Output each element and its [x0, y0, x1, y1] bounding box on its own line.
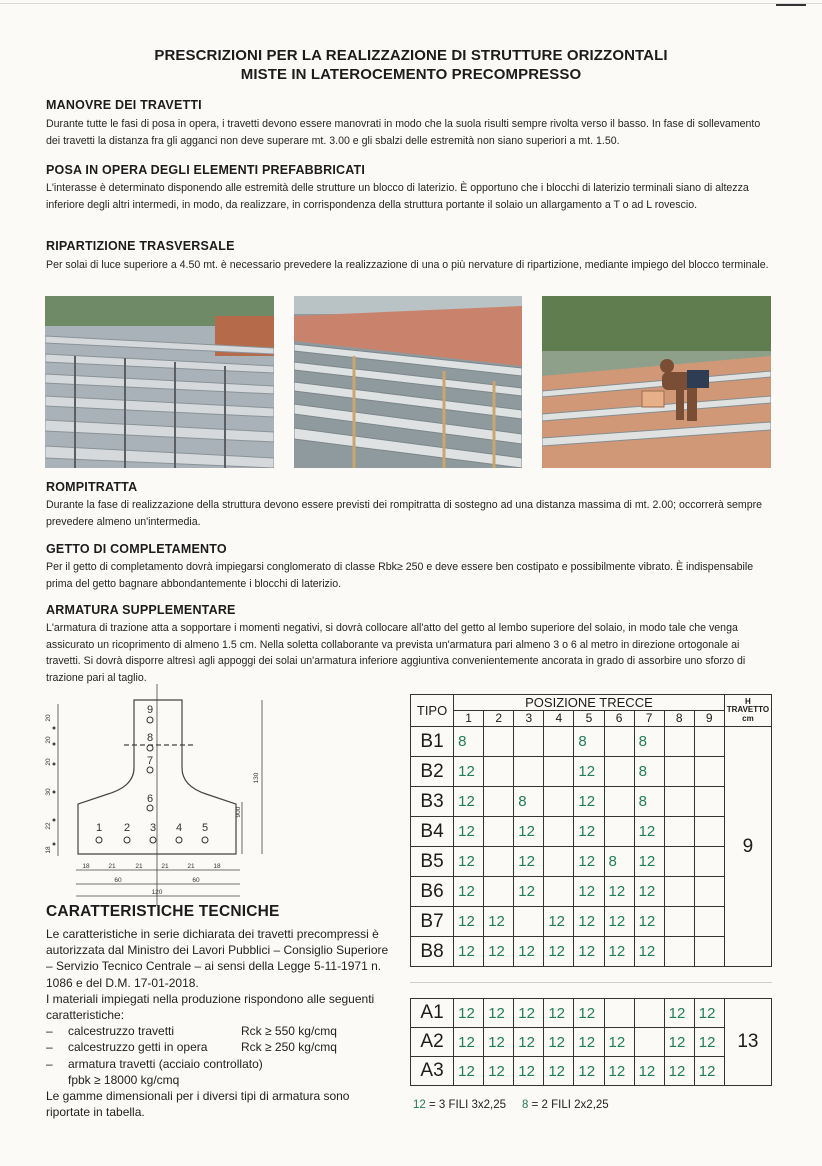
pos-label-9: 9 — [146, 704, 154, 716]
strand-cell: 12 — [634, 877, 664, 907]
type-code: A1 — [411, 999, 454, 1028]
material-label: armatura travetti (acciaio controllato) — [68, 1056, 263, 1071]
table-header-h — [724, 695, 771, 727]
pos-label-4: 4 — [175, 822, 183, 834]
beam-section-diagram — [44, 684, 280, 906]
section-text-getto: Per il getto di completamento dovrà impiegarsi conglomerato di classe Rbk≥ 250 e deve essere ben costipato e possibilmente vibrato. È indispensabile prima del getto bagnare abbondantemente i blocchi di laterizio. — [46, 561, 754, 590]
strand-cell: 12 — [664, 1057, 694, 1086]
type-code: A3 — [411, 1057, 454, 1086]
strand-cell: 12 — [514, 1057, 544, 1086]
section-title-ripartizione: RIPARTIZIONE TRASVERSALE — [46, 239, 235, 253]
strand-cell: 8 — [454, 727, 484, 757]
legend-text-12: = 3 FILI 3x2,25 — [429, 1099, 507, 1111]
table-row — [411, 907, 772, 937]
strand-cell: 8 — [574, 727, 604, 757]
position-header: 7 — [634, 711, 664, 727]
strand-cell — [484, 877, 514, 907]
strand-cell: 12 — [544, 907, 574, 937]
pos-label-1: 1 — [95, 822, 103, 834]
strand-cell — [634, 999, 664, 1028]
bottom-dim-5: 21 — [187, 863, 195, 870]
table-row — [411, 847, 772, 877]
strand-cell — [604, 727, 634, 757]
strand-cell: 12 — [544, 999, 574, 1028]
table-row — [411, 817, 772, 847]
pos-label-8: 8 — [146, 732, 154, 744]
carat-material-2 — [46, 1039, 396, 1055]
table-row — [411, 1057, 772, 1086]
material-label: calcestruzzo getti in opera — [68, 1040, 208, 1055]
strand-cell: 12 — [634, 907, 664, 937]
strand-cell: 12 — [454, 1057, 484, 1086]
inner-dim: 900 — [235, 806, 242, 818]
legend-code-12: 12 — [413, 1099, 426, 1111]
type-code: B2 — [411, 757, 454, 787]
strand-cell — [544, 757, 574, 787]
strand-cell: 8 — [634, 787, 664, 817]
strand-cell: 12 — [604, 907, 634, 937]
legend-text-8: = 2 FILI 2x2,25 — [531, 1099, 609, 1111]
carat-title: CARATTERISTICHE TECNICHE — [46, 903, 280, 920]
page-title — [40, 46, 782, 84]
bottom-dim-2: 21 — [108, 863, 116, 870]
strand-cell: 12 — [484, 907, 514, 937]
strand-cell: 12 — [574, 1028, 604, 1057]
height-value: 13 — [724, 999, 771, 1086]
left-dim-3: 30 — [45, 788, 52, 796]
top-rule — [0, 3, 822, 4]
dash: – — [46, 1040, 53, 1055]
table-separator — [410, 982, 772, 983]
strand-cell — [664, 937, 694, 967]
carat-materials-intro: I materiali impiegati nella produzione rispondono alle seguenti caratteristiche: — [46, 991, 375, 1023]
strand-cell — [664, 817, 694, 847]
table-row — [411, 757, 772, 787]
section-title-getto: GETTO DI COMPLETAMENTO — [46, 542, 227, 556]
pos-label-2: 2 — [123, 822, 131, 834]
page-title-line2: MISTE IN LATEROCEMENTO PRECOMPRESSO — [240, 66, 582, 83]
type-code: A2 — [411, 1028, 454, 1057]
strand-cell: 12 — [634, 937, 664, 967]
strand-cell: 12 — [694, 1057, 724, 1086]
strand-cell: 12 — [484, 937, 514, 967]
table-a-types — [410, 998, 772, 1086]
carat-material-3 — [46, 1056, 396, 1072]
legend — [413, 1099, 609, 1111]
section-title-armatura: ARMATURA SUPPLEMENTARE — [46, 603, 236, 617]
section-text-posa: L'interasse è determinato disponendo alle estremità delle strutture un blocco di laterizio. È opportuno che i blocchi di laterizio terminali siano di altezza inferiore degli altri intermedi, in modo, da realizzare, in corrispondenza della struttura portante il solaio un allargamento a T o ad L rovescio. — [46, 182, 749, 211]
strand-cell — [484, 817, 514, 847]
photo-bricks-beams — [294, 296, 522, 468]
left-dim-6: 20 — [45, 714, 52, 722]
strand-cell — [694, 937, 724, 967]
table-b-types — [410, 694, 772, 967]
strand-cell — [604, 999, 634, 1028]
travetto-label: TRAVETTO — [726, 705, 770, 715]
position-header: 6 — [604, 711, 634, 727]
strand-cell: 12 — [664, 1028, 694, 1057]
strand-cell — [604, 817, 634, 847]
strand-cell: 12 — [514, 847, 544, 877]
strand-cell: 12 — [574, 999, 604, 1028]
type-code: B7 — [411, 907, 454, 937]
material-label: calcestruzzo travetti — [68, 1024, 175, 1039]
strand-cell: 12 — [454, 907, 484, 937]
sub-dim-right: 60 — [192, 877, 200, 884]
material-value: Rck ≥ 250 kg/cmq — [241, 1040, 337, 1055]
strand-cell: 12 — [484, 999, 514, 1028]
strand-cell — [604, 757, 634, 787]
strand-cell: 12 — [514, 937, 544, 967]
strand-cell — [694, 757, 724, 787]
strand-cell: 12 — [454, 787, 484, 817]
strand-cell: 12 — [484, 1057, 514, 1086]
strand-cell: 12 — [514, 1028, 544, 1057]
pos-label-6: 6 — [146, 793, 154, 805]
strand-cell: 12 — [634, 817, 664, 847]
strand-cell — [664, 847, 694, 877]
table-row — [411, 999, 772, 1028]
dash: – — [46, 1056, 53, 1071]
strand-cell: 12 — [514, 817, 544, 847]
strand-cell: 8 — [634, 757, 664, 787]
position-header: 1 — [454, 711, 484, 727]
strand-cell — [544, 847, 574, 877]
strand-cell: 12 — [454, 847, 484, 877]
strand-cell — [664, 757, 694, 787]
table-row — [411, 1028, 772, 1057]
left-dim-2: 22 — [45, 822, 52, 830]
strand-cell — [694, 817, 724, 847]
strand-cell: 12 — [574, 787, 604, 817]
legend-code-8: 8 — [522, 1099, 529, 1111]
pos-label-7: 7 — [146, 755, 154, 767]
strand-cell — [544, 727, 574, 757]
strand-cell — [694, 847, 724, 877]
strand-cell — [484, 787, 514, 817]
strand-cell: 12 — [574, 937, 604, 967]
strand-cell: 12 — [574, 1057, 604, 1086]
strand-cell — [664, 727, 694, 757]
height-dim: 130 — [253, 772, 260, 784]
section-text-manovre: Durante tutte le fasi di posa in opera, i travetti devono essere manovrati in modo che la suola risulti sempre rivolta verso il basso. In fase di sollevamento dei travetti la distanza fra gli agganci non deve superare mt. 3.00 e gli sbalzi delle estremità non siano superiori a mt. 1.50. — [46, 118, 761, 147]
position-header: 2 — [484, 711, 514, 727]
strand-cell: 12 — [574, 817, 604, 847]
strand-cell — [694, 907, 724, 937]
strand-cell: 12 — [574, 877, 604, 907]
strand-cell: 12 — [604, 937, 634, 967]
strand-cell — [694, 877, 724, 907]
strand-cell — [694, 727, 724, 757]
bottom-dim-4: 21 — [161, 863, 169, 870]
section-title-posa: POSA IN OPERA DEGLI ELEMENTI PREFABBRICATI — [46, 163, 366, 177]
strand-cell — [544, 877, 574, 907]
sub-dim-left: 60 — [114, 877, 122, 884]
strand-cell: 12 — [574, 847, 604, 877]
cm-label: cm — [742, 713, 754, 723]
material-value: Rck ≥ 550 kg/cmq — [241, 1024, 337, 1039]
carat-material-1 — [46, 1023, 396, 1039]
strand-cell — [604, 787, 634, 817]
strand-cell — [514, 727, 544, 757]
strand-cell: 12 — [634, 1057, 664, 1086]
strand-cell: 12 — [604, 1057, 634, 1086]
position-header: 4 — [544, 711, 574, 727]
type-code: B8 — [411, 937, 454, 967]
type-code: B1 — [411, 727, 454, 757]
strand-cell: 12 — [634, 847, 664, 877]
table-row — [411, 787, 772, 817]
strand-cell: 12 — [694, 1028, 724, 1057]
section-text-rompitratta: Durante la fase di realizzazione della struttura devono essere previsti dei rompitratta di sostegno ad una distanza massima di mt. 2.00; occorrerà sempre prevedere almeno un'intermedia. — [46, 499, 763, 528]
strand-cell: 12 — [454, 817, 484, 847]
dash: – — [46, 1024, 53, 1039]
strand-cell: 12 — [454, 877, 484, 907]
strand-cell: 12 — [604, 1028, 634, 1057]
bottom-dim-1: 18 — [82, 863, 90, 870]
strand-cell: 12 — [514, 877, 544, 907]
table-row — [411, 727, 772, 757]
strand-cell — [544, 787, 574, 817]
strand-cell: 12 — [544, 1028, 574, 1057]
height-value: 9 — [724, 727, 771, 967]
type-code: B4 — [411, 817, 454, 847]
table-header-tipo: TIPO — [411, 695, 454, 727]
total-width-dim: 120 — [151, 889, 163, 896]
strand-cell: 12 — [544, 1057, 574, 1086]
strand-cell — [634, 1028, 664, 1057]
table-row — [411, 877, 772, 907]
pos-label-5: 5 — [201, 822, 209, 834]
position-header: 9 — [694, 711, 724, 727]
strand-cell: 12 — [484, 1028, 514, 1057]
bottom-dim-3: 21 — [135, 863, 143, 870]
left-dim-5: 20 — [45, 736, 52, 744]
position-header: 3 — [514, 711, 544, 727]
carat-body — [46, 926, 396, 1120]
strand-cell: 12 — [604, 877, 634, 907]
type-code: B5 — [411, 847, 454, 877]
type-code: B6 — [411, 877, 454, 907]
strand-cell: 12 — [454, 999, 484, 1028]
carat-materials-list — [46, 1023, 396, 1072]
table-row — [411, 937, 772, 967]
table-header-posizione: POSIZIONE TRECCE — [454, 695, 725, 711]
carat-intro: Le caratteristiche in serie dichiarata dei travetti precompressi è autorizzata dal Ministro dei Lavori Pubblici – Consiglio Superiore – Servizio Tecnico Centrale – ai sensi della Legge 5-11-1971 n. 1086 e del D.M. 17-01-2018. — [46, 927, 389, 990]
strand-cell: 12 — [574, 757, 604, 787]
strand-cell — [484, 847, 514, 877]
strand-cell — [514, 757, 544, 787]
position-header: 8 — [664, 711, 694, 727]
strand-cell: 12 — [694, 999, 724, 1028]
photo-floor-beams — [45, 296, 274, 468]
position-header: 5 — [574, 711, 604, 727]
positions-row — [411, 711, 772, 727]
section-text-armatura: L'armatura di trazione atta a sopportare i momenti negativi, si dovrà collocare all'atto del getto al lembo superiore del solaio, in modo tale che venga assicurato un ricoprimento di almeno 1.5 cm. Nella soletta collaborante va prevista un'armatura pari almeno 3 o 6 al metro in direzione ortogonale ai travetti. Si dovrà disporre altresì agli appoggi dei solai un'armatura inferiore aggiuntiva convenientemente ancorata in grado di assorbire uno sforzo di trazione pari al taglio. — [46, 622, 746, 684]
left-dim-1: 18 — [45, 846, 52, 854]
strand-cell: 12 — [454, 937, 484, 967]
strand-cell: 12 — [514, 999, 544, 1028]
strand-cell: 12 — [574, 907, 604, 937]
strand-cell — [484, 757, 514, 787]
h-label: H — [745, 696, 751, 706]
photo-worker-laying — [542, 296, 771, 468]
strand-cell: 8 — [604, 847, 634, 877]
strand-cell — [664, 907, 694, 937]
strand-cell: 12 — [544, 937, 574, 967]
strand-cell: 12 — [454, 757, 484, 787]
section-text-ripartizione: Per solai di luce superiore a 4.50 mt. è necessario prevedere la realizzazione di una o più nervature di ripartizione, mediante impiego del blocco terminale. — [46, 259, 769, 271]
strand-cell — [484, 727, 514, 757]
carat-fpbk: fpbk ≥ 18000 kg/cmq — [68, 1072, 180, 1087]
strand-cell: 8 — [634, 727, 664, 757]
strand-cell — [514, 907, 544, 937]
strand-cell — [664, 877, 694, 907]
strand-cell: 8 — [514, 787, 544, 817]
page-title-line1: PRESCRIZIONI PER LA REALIZZAZIONE DI STRUTTURE ORIZZONTALI — [154, 47, 668, 64]
carat-closing: Le gamme dimensionali per i diversi tipi di armatura sono riportate in tabella. — [46, 1089, 350, 1120]
bottom-dim-6: 18 — [213, 863, 221, 870]
type-code: B3 — [411, 787, 454, 817]
strand-cell: 12 — [454, 1028, 484, 1057]
strand-cell — [544, 817, 574, 847]
section-title-manovre: MANOVRE DEI TRAVETTI — [46, 98, 202, 112]
strand-cell — [664, 787, 694, 817]
section-title-rompitratta: ROMPITRATTA — [46, 480, 138, 494]
top-mark — [776, 4, 806, 6]
strand-cell: 12 — [664, 999, 694, 1028]
pos-label-3: 3 — [149, 822, 157, 834]
strand-cell — [694, 787, 724, 817]
left-dim-4: 20 — [45, 758, 52, 766]
